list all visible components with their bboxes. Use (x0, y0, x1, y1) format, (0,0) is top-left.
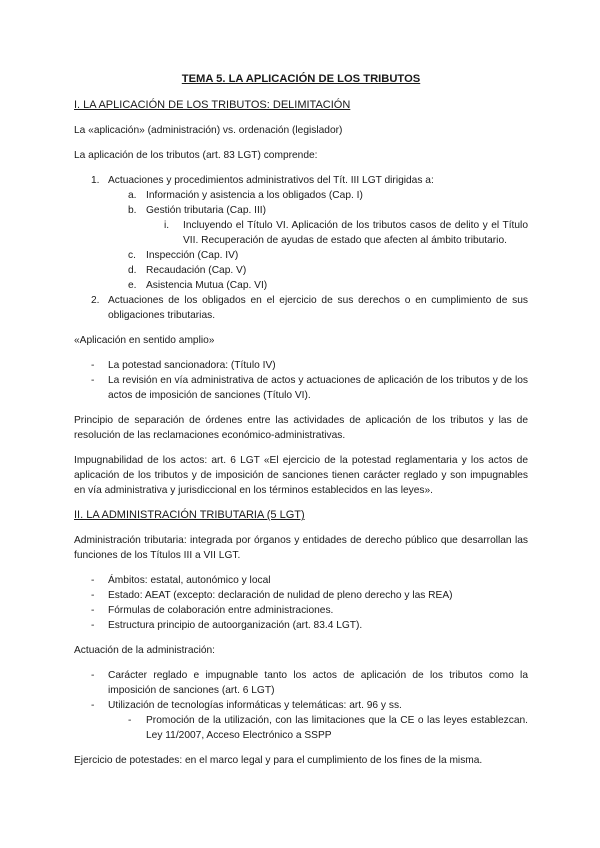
list-marker: 1. (91, 175, 100, 186)
dash-item-text: Ámbitos: estatal, autonómico y local (108, 575, 271, 586)
paragraph-impugnabilidad: Impugnabilidad de los actos: art. 6 LGT «El ejercicio de la potestad reglamentaria y los actos de aplicación de los tributos y de imposición de sanciones tienen carácter reglado y son impugnables en vía administrativa y jurisdiccional en los términos establecidos en las leyes». (74, 455, 528, 496)
document-title: TEMA 5. LA APLICACIÓN DE LOS TRIBUTOS (181, 73, 421, 85)
dash-marker: - (91, 360, 95, 371)
list-item-b (74, 203, 528, 218)
list-item-d (74, 263, 528, 278)
list-item-e (74, 278, 528, 293)
list-item-a (74, 188, 528, 203)
paragraph-comprende: La aplicación de los tributos (art. 83 LGT) comprende: (74, 150, 318, 161)
paragraph-aplicacion-vs-ordenacion: La «aplicación» (administración) vs. ordenación (legislador) (74, 125, 343, 136)
list-item-c (74, 248, 528, 263)
section-1-heading: I. LA APLICACIÓN DE LOS TRIBUTOS: DELIMITACIÓN (74, 99, 351, 111)
list-item-text: Incluyendo el Título VI. Aplicación de los tributos casos de delito y el Título VII. Recuperación de ayudas de estado que afecten al ámbito tributario. (183, 220, 528, 246)
dash-item-text: Utilización de tecnologías informáticas y telemáticas: art. 96 y ss. (108, 700, 402, 711)
dash-marker: - (91, 670, 95, 681)
dash-item (74, 603, 528, 618)
dash-item (74, 373, 528, 403)
dash-marker: - (91, 605, 95, 616)
dash-list-actuacion (74, 668, 528, 743)
section-2-heading: II. LA ADMINISTRACIÓN TRIBUTARIA (5 LGT) (74, 509, 305, 521)
paragraph-ejercicio-potestades: Ejercicio de potestades: en el marco legal y para el cumplimiento de los fines de la misma. (74, 755, 483, 766)
list-item-1 (74, 173, 528, 188)
dash-item-text: Fórmulas de colaboración entre administraciones. (108, 605, 334, 616)
list-item-text: Gestión tributaria (Cap. III) (146, 205, 267, 216)
list-item-text: Recaudación (Cap. V) (146, 265, 247, 276)
list-marker: 2. (91, 295, 100, 306)
list-marker: i. (164, 220, 170, 231)
numbered-list (74, 173, 528, 323)
dash-item (74, 618, 528, 633)
dash-item-text: Estado: AEAT (excepto: declaración de nulidad de pleno derecho y las REA) (108, 590, 453, 601)
dash-marker: - (128, 715, 132, 726)
dash-list-administracion (74, 573, 528, 633)
dash-list-amplio (74, 358, 528, 403)
dash-item-text: La potestad sancionadora: (Título IV) (108, 360, 276, 371)
dash-item-text: Estructura principio de autoorganización (art. 83.4 LGT). (108, 620, 363, 631)
dash-item (74, 668, 528, 698)
list-marker: e. (128, 280, 137, 291)
list-item-2 (74, 293, 528, 323)
paragraph-sentido-amplio: «Aplicación en sentido amplio» (74, 335, 215, 346)
dash-item-text: Promoción de la utilización, con las limitaciones que la CE o las leyes establezcan. Ley 11/2007, Acceso Electrónico a SSPP (146, 715, 528, 741)
list-marker: b. (128, 205, 137, 216)
list-marker: c. (128, 250, 136, 261)
list-item-text: Inspección (Cap. IV) (146, 250, 239, 261)
dash-item-text: Carácter reglado e impugnable tanto los actos de aplicación de los tributos como la imposición de sanciones (art. 6 LGT) (108, 670, 528, 696)
dash-marker: - (91, 700, 95, 711)
dash-item (74, 358, 528, 373)
dash-item (74, 588, 528, 603)
list-item-text: Actuaciones de los obligados en el ejercicio de sus derechos o en cumplimiento de sus obligaciones tributarias. (108, 295, 528, 321)
document-content (74, 72, 528, 778)
paragraph-separacion-ordenes: Principio de separación de órdenes entre las actividades de aplicación de los tributos y las de resolución de las reclamaciones económico-administrativas. (74, 415, 528, 441)
paragraph-administracion-tributaria: Administración tributaria: integrada por órganos y entidades de derecho público que desarrollan las funciones de los Títulos III a VII LGT. (74, 535, 528, 561)
list-item-text: Actuaciones y procedimientos administrativos del Tít. III LGT dirigidas a: (108, 175, 434, 186)
dash-subitem (74, 713, 528, 743)
list-marker: d. (128, 265, 137, 276)
dash-item (74, 698, 528, 713)
paragraph-actuacion: Actuación de la administración: (74, 645, 216, 656)
dash-marker: - (91, 375, 95, 386)
dash-marker: - (91, 620, 95, 631)
list-item-i (74, 218, 528, 248)
list-marker: a. (128, 190, 137, 201)
dash-marker: - (91, 590, 95, 601)
dash-item (74, 573, 528, 588)
dash-marker: - (91, 575, 95, 586)
list-item-text: Asistencia Mutua (Cap. VI) (146, 280, 268, 291)
dash-item-text: La revisión en vía administrativa de actos y actuaciones de aplicación de los tributos y de los actos de imposición de sanciones (Título VI). (108, 375, 528, 401)
list-item-text: Información y asistencia a los obligados (Cap. I) (146, 190, 363, 201)
